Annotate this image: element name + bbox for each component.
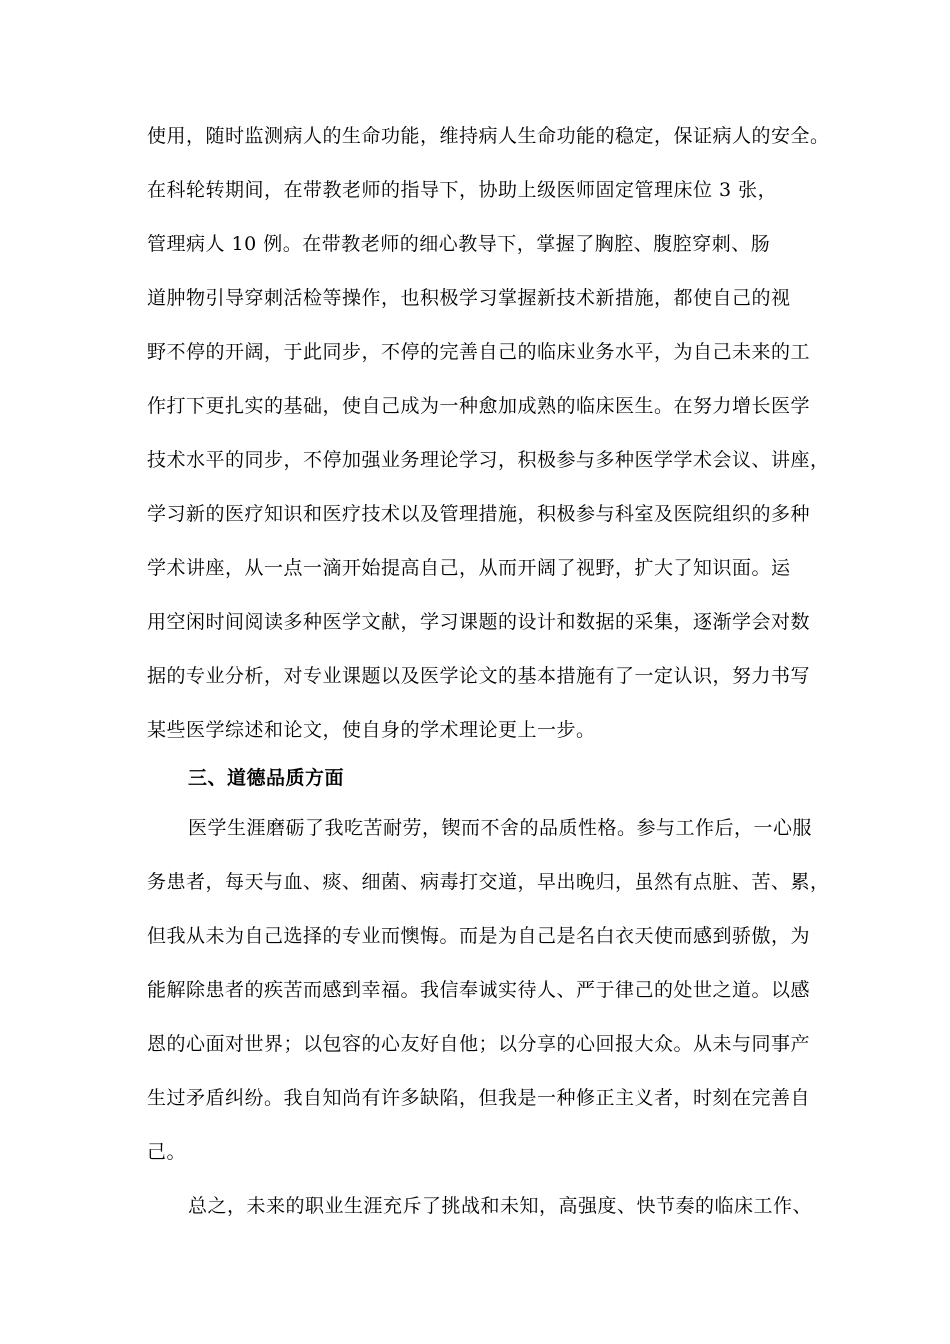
body-line: 作打下更扎实的基础，使自己成为一种愈加成熟的临床医生。在努力增长医学 [147, 395, 811, 417]
body-line: 医学生涯磨砺了我吃苦耐劳，锲而不舍的品质性格。参与工作后，一心服 [188, 817, 813, 839]
body-line: 能解除患者的疾苦而感到幸福。我信奉诚实待人、严于律己的处世之道。以感 [147, 979, 811, 1001]
body-line: 务患者，每天与血、痰、细菌、病毒打交道，早出晚归，虽然有点脏、苦、累， [147, 871, 830, 893]
body-line: 野不停的开阔，于此同步，不停的完善自己的临床业务水平，为自己未来的工 [147, 341, 811, 363]
body-line: 使用，随时监测病人的生命功能，维持病人生命功能的稳定，保证病人的安全。 [147, 125, 830, 147]
section-heading: 三、道德品质方面 [188, 767, 345, 789]
body-line: 管理病人 10 例。在带教老师的细心教导下，掌握了胸腔、腹腔穿刺、肠 [147, 233, 771, 255]
body-line: 恩的心面对世界；以包容的心友好自他；以分享的心回报大众。从未与同事产 [147, 1033, 811, 1055]
body-line: 学习新的医疗知识和医疗技术以及管理措施，积极参与科室及医院组织的多种 [147, 503, 811, 525]
body-line: 生过矛盾纠纷。我自知尚有许多缺陷，但我是一种修正主义者，时刻在完善自 [147, 1087, 811, 1109]
body-line: 总之，未来的职业生涯充斥了挑战和未知，高强度、快节奏的临床工作、 [188, 1195, 813, 1217]
body-line: 在科轮转期间，在带教老师的指导下，协助上级医师固定管理床位 3 张， [147, 179, 778, 201]
body-line: 但我从未为自己选择的专业而懊悔。而是为自己是名白衣天使而感到骄傲，为 [147, 925, 811, 947]
body-line: 己。 [147, 1141, 187, 1163]
body-line: 学术讲座，从一点一滴开始提高自己，从而开阔了视野，扩大了知识面。运 [147, 557, 791, 579]
body-line: 道肿物引导穿刺活检等操作，也积极学习掌握新技术新措施，都使自己的视 [147, 287, 791, 309]
body-line: 用空闲时间阅读多种医学文献，学习课题的设计和数据的采集，逐渐学会对数 [147, 611, 811, 633]
body-line: 某些医学综述和论文，使自身的学术理论更上一步。 [147, 719, 596, 741]
body-line: 技术水平的同步，不停加强业务理论学习，积极参与多种医学学术会议、讲座， [147, 449, 830, 471]
body-line: 据的专业分析，对专业课题以及医学论文的基本措施有了一定认识，努力书写 [147, 665, 811, 687]
